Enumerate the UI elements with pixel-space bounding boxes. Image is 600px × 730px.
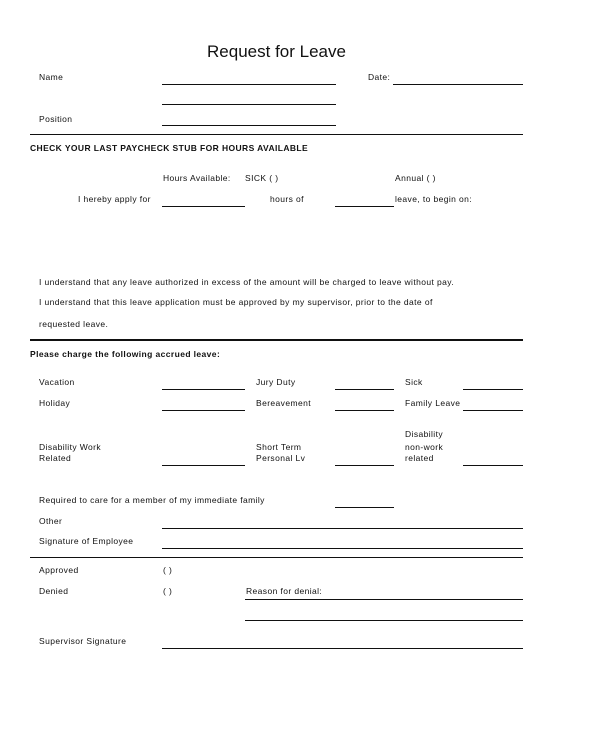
approved-checkbox[interactable]: ( ) xyxy=(163,565,173,575)
denial-reason-field-line2[interactable] xyxy=(245,620,523,621)
disability-work-label-1: Disability Work xyxy=(39,442,102,452)
sick-hours-label: SICK ( ) xyxy=(245,173,279,183)
denied-checkbox[interactable]: ( ) xyxy=(163,586,173,596)
approved-label: Approved xyxy=(39,565,79,575)
accrued-heading: Please charge the following accrued leave: xyxy=(30,349,221,359)
family-leave-field[interactable] xyxy=(463,410,523,411)
name-field[interactable] xyxy=(162,84,336,85)
jury-duty-label: Jury Duty xyxy=(256,377,296,387)
short-term-label-2: Personal Lv xyxy=(256,453,306,463)
supervisor-signature-field[interactable] xyxy=(162,648,523,649)
section-divider-thick xyxy=(30,339,523,341)
disability-nonwork-label-2: non-work xyxy=(405,442,444,452)
date-field[interactable] xyxy=(393,84,523,85)
short-term-label-1: Short Term xyxy=(256,442,302,452)
date-label: Date: xyxy=(368,72,391,82)
vacation-field[interactable] xyxy=(162,389,245,390)
employee-signature-label: Signature of Employee xyxy=(39,536,134,546)
holiday-field[interactable] xyxy=(162,410,245,411)
leave-type-field[interactable] xyxy=(335,206,394,207)
statement-line-3: requested leave. xyxy=(39,319,109,329)
bereavement-field[interactable] xyxy=(335,410,394,411)
name-label: Name xyxy=(39,72,64,82)
bereavement-label: Bereavement xyxy=(256,398,311,408)
vacation-label: Vacation xyxy=(39,377,75,387)
disability-nonwork-field[interactable] xyxy=(463,465,523,466)
section-divider xyxy=(30,134,523,135)
family-member-field[interactable] xyxy=(335,507,394,508)
disability-nonwork-label-1: Disability xyxy=(405,429,444,439)
disability-nonwork-label-3: related xyxy=(405,453,434,463)
family-member-label: Required to care for a member of my immediate family xyxy=(39,495,265,505)
holiday-label: Holiday xyxy=(39,398,71,408)
annual-hours-label: Annual ( ) xyxy=(395,173,436,183)
sick-field[interactable] xyxy=(463,389,523,390)
statement-line-1: I understand that any leave authorized in excess of the amount will be charged to leave without pay. xyxy=(39,277,455,287)
hours-available-label: Hours Available: xyxy=(163,173,231,183)
denied-label: Denied xyxy=(39,586,69,596)
jury-duty-field[interactable] xyxy=(335,389,394,390)
other-field[interactable] xyxy=(162,528,523,529)
family-leave-label: Family Leave xyxy=(405,398,461,408)
paystub-heading: CHECK YOUR LAST PAYCHECK STUB FOR HOURS AVAILABLE xyxy=(30,143,309,153)
statement-line-2: I understand that this leave application must be approved by my supervisor, prior to the date of xyxy=(39,297,433,307)
page-title: Request for Leave xyxy=(207,42,346,61)
hours-of-label: hours of xyxy=(270,194,304,204)
denial-reason-label: Reason for denial: xyxy=(246,586,323,596)
position-field[interactable] xyxy=(162,125,336,126)
apply-hours-field[interactable] xyxy=(162,206,245,207)
disability-work-label-2: Related xyxy=(39,453,72,463)
supervisor-signature-label: Supervisor Signature xyxy=(39,636,127,646)
disability-work-field[interactable] xyxy=(162,465,245,466)
apply-label: I hereby apply for xyxy=(78,194,151,204)
denial-reason-field[interactable] xyxy=(245,599,523,600)
other-label: Other xyxy=(39,516,63,526)
position-label: Position xyxy=(39,114,73,124)
employee-signature-field[interactable] xyxy=(162,548,523,549)
supervisor-divider xyxy=(30,557,523,558)
begin-label: leave, to begin on: xyxy=(395,194,473,204)
name-field-line2[interactable] xyxy=(162,104,336,105)
short-term-field[interactable] xyxy=(335,465,394,466)
sick-label: Sick xyxy=(405,377,423,387)
